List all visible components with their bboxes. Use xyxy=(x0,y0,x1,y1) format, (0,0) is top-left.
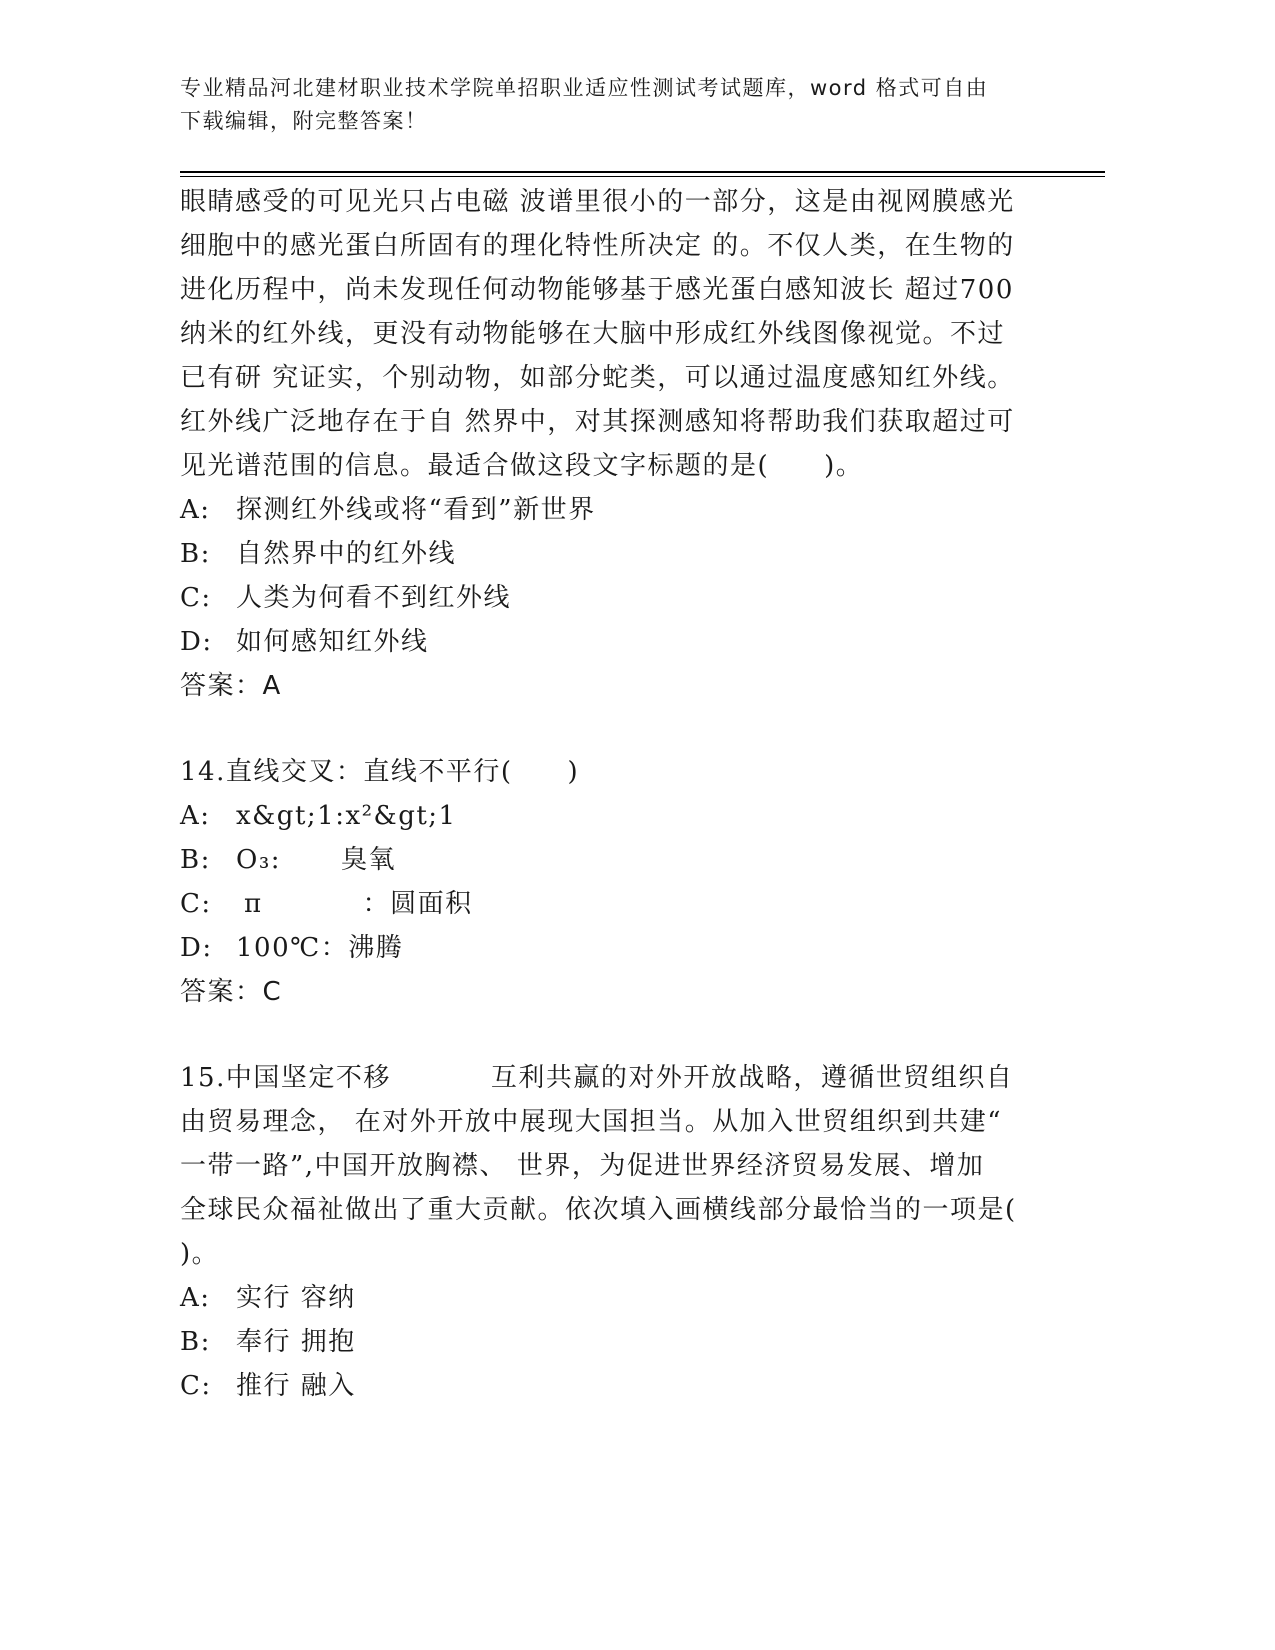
option-label: D: xyxy=(180,933,213,963)
option-a xyxy=(180,488,1040,532)
document-body xyxy=(180,180,1040,1408)
option-b xyxy=(180,838,1040,882)
option-text-post: ：圆面积 xyxy=(362,889,473,919)
passage-line: 一带一路”,中国开放胸襟、 世界，为促进世界经济贸易发展、增加 xyxy=(180,1151,985,1181)
option-a xyxy=(180,794,1040,838)
header-rule-thick xyxy=(180,171,1105,173)
option-label: A: xyxy=(180,801,211,831)
option-label: C: xyxy=(180,1371,212,1401)
passage-line: 红外线广泛地存在于自 然界中，对其探测感知将帮助我们获取超过可 xyxy=(180,407,1015,437)
option-text: 自然界中的红外线 xyxy=(236,539,457,569)
option-text-pre: O₃: xyxy=(236,845,281,875)
option-c xyxy=(180,576,1040,620)
option-text-pre: π xyxy=(244,889,263,919)
stem-pre: 15.中国坚定不移 xyxy=(180,1063,391,1093)
option-text: 探测红外线或将“看到”新世界 xyxy=(236,495,596,525)
passage-line: 进化历程中，尚未发现任何动物能够基于感光蛋白感知波长 超过700 xyxy=(180,275,1014,305)
passage-line: 眼睛感受的可见光只占电磁 波谱里很小的一部分，这是由视网膜感光 xyxy=(180,187,1015,217)
option-text: 100℃：沸腾 xyxy=(236,933,404,963)
question-15 xyxy=(180,1056,1040,1408)
passage-line: 由贸易理念， 在对外开放中展现大国担当。从加入世贸组织到共建“ xyxy=(180,1107,1003,1137)
option-label: B: xyxy=(180,1327,211,1357)
question-13 xyxy=(180,180,1040,708)
page-header xyxy=(180,72,1040,138)
passage-line: 纳米的红外线，更没有动物能够在大脑中形成红外线图像视觉。不过 xyxy=(180,319,1006,349)
option-a xyxy=(180,1276,1040,1320)
passage-line: 见光谱范围的信息。最适合做这段文字标题的是( )。 xyxy=(180,451,864,481)
option-label: A: xyxy=(180,495,211,525)
option-label: A: xyxy=(180,1283,211,1313)
option-label: B: xyxy=(180,845,211,875)
header-rule-thin xyxy=(180,176,1105,177)
spacer xyxy=(281,838,341,882)
spacer xyxy=(263,882,363,926)
passage-line: 全球民众福祉做出了重大贡献。依次填入画横线部分最恰当的一项是( xyxy=(180,1195,1017,1225)
option-c xyxy=(180,882,1040,926)
option-text: 如何感知红外线 xyxy=(236,627,429,657)
passage-line: )。 xyxy=(180,1239,220,1269)
option-d xyxy=(180,620,1040,664)
answer-line: 答案：C xyxy=(180,977,283,1007)
header-line-2: 下载编辑，附完整答案！ xyxy=(180,109,428,133)
option-d xyxy=(180,926,1040,970)
option-label: C: xyxy=(180,583,212,613)
answer-line: 答案：A xyxy=(180,671,282,701)
option-text: 人类为何看不到红外线 xyxy=(236,583,512,613)
question-14 xyxy=(180,750,1040,1014)
option-text: 实行 容纳 xyxy=(236,1283,356,1313)
stem-post: 互利共赢的对外开放战略，遵循世贸组织自 xyxy=(490,1063,1014,1093)
passage-line: 已有研 究证实，个别动物，如部分蛇类，可以通过温度感知红外线。 xyxy=(180,363,1015,393)
option-b xyxy=(180,532,1040,576)
option-text: 奉行 拥抱 xyxy=(236,1327,356,1357)
option-c xyxy=(180,1364,1040,1408)
header-line-1: 专业精品河北建材职业技术学院单招职业适应性测试考试题库，word 格式可自由 xyxy=(180,76,989,100)
option-b xyxy=(180,1320,1040,1364)
option-label: B: xyxy=(180,539,211,569)
question-stem xyxy=(180,1056,1040,1100)
option-text: x&gt;1:x²&gt;1 xyxy=(236,801,457,831)
option-label: C: xyxy=(180,889,212,919)
passage-line: 细胞中的感光蛋白所固有的理化特性所决定 的。不仅人类，在生物的 xyxy=(180,231,1015,261)
option-label: D: xyxy=(180,627,213,657)
option-text: 推行 融入 xyxy=(236,1371,356,1401)
question-stem: 14.直线交叉：直线不平行( ) xyxy=(180,757,580,787)
option-text-post: 臭氧 xyxy=(341,845,397,875)
